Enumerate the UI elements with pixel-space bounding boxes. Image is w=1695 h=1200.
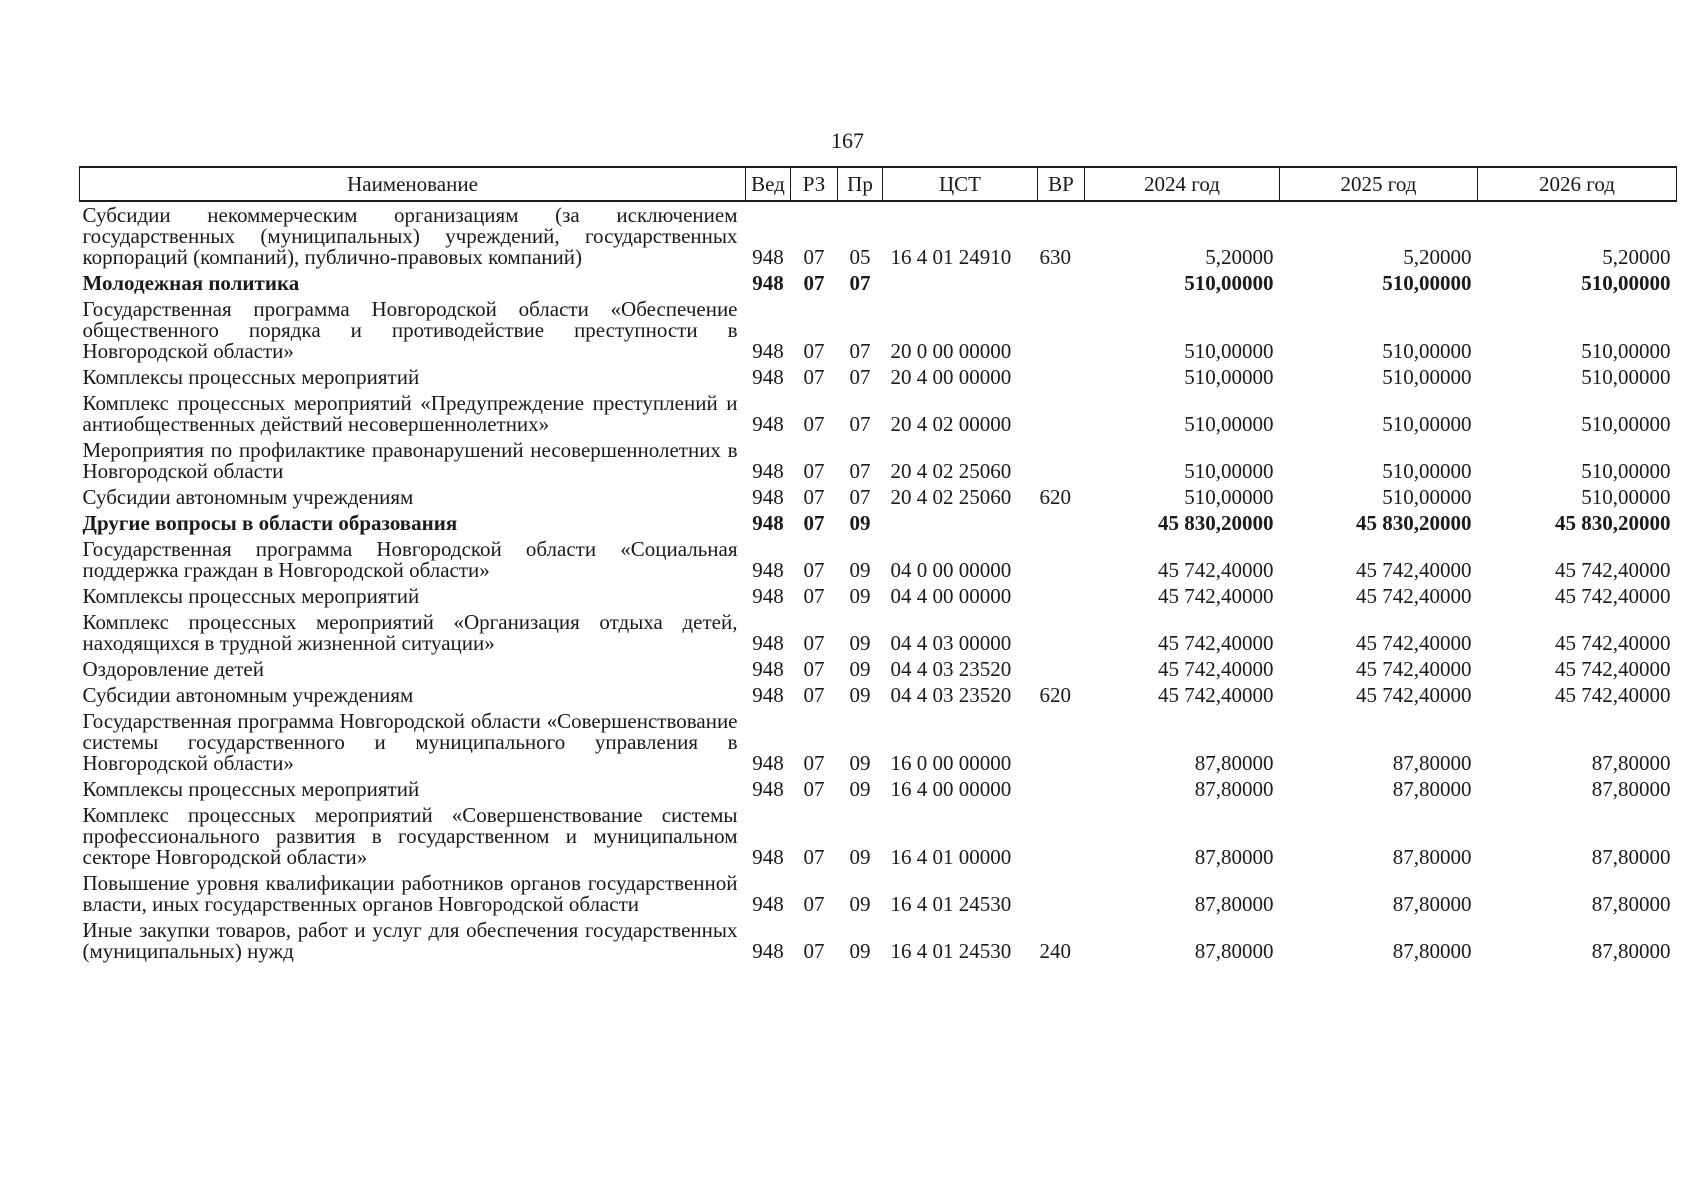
cell-ved: 948 [752, 365, 784, 389]
table-row [80, 682, 1677, 708]
cell-2025: 510,00000 [1382, 412, 1472, 436]
cell-2025: 5,20000 [1403, 245, 1472, 269]
cell-vr [1038, 270, 1085, 296]
cell-rz: 07 [803, 339, 825, 363]
table-row [80, 364, 1677, 390]
cell-vr [1038, 656, 1085, 682]
cell-vr [1038, 536, 1085, 583]
cell-2026: 87,80000 [1591, 892, 1671, 916]
cell-2026: 87,80000 [1591, 845, 1671, 869]
cell-rz: 07 [803, 683, 825, 707]
col-header-name: Наименование [80, 167, 746, 201]
page-number: 167 [831, 128, 864, 153]
cell-pr: 07 [849, 339, 871, 363]
cell-2025: 87,80000 [1392, 777, 1472, 801]
table-header-row [80, 167, 1677, 201]
cell-pr: 09 [849, 584, 871, 608]
cell-2026: 510,00000 [1581, 459, 1671, 483]
cell-2024: 45 742,40000 [1158, 584, 1274, 608]
cell-2024: 87,80000 [1194, 939, 1274, 963]
cell-2025: 45 742,40000 [1356, 558, 1472, 582]
cell-2026: 45 742,40000 [1555, 683, 1671, 707]
cell-rz: 07 [803, 939, 825, 963]
cell-2025: 87,80000 [1392, 939, 1472, 963]
cell-name: Другие вопросы в области образования [82, 511, 458, 535]
cell-2026: 510,00000 [1581, 365, 1671, 389]
cell-vr [1038, 510, 1085, 536]
cell-rz: 07 [803, 271, 825, 295]
cell-cst: 04 4 00 00000 [890, 584, 1012, 608]
cell-ved: 948 [752, 657, 784, 681]
table-row [80, 390, 1677, 437]
cell-pr: 09 [849, 657, 871, 681]
cell-vr [1038, 776, 1085, 802]
cell-2026: 87,80000 [1591, 777, 1671, 801]
cell-2024: 87,80000 [1194, 751, 1274, 775]
cell-cst: 16 0 00 00000 [890, 751, 1012, 775]
cell-2024: 45 830,20000 [1158, 511, 1274, 535]
cell-rz: 07 [803, 845, 825, 869]
cell-2026: 87,80000 [1591, 939, 1671, 963]
cell-pr: 09 [849, 631, 871, 655]
cell-pr: 09 [849, 892, 871, 916]
cell-2026: 510,00000 [1581, 485, 1671, 509]
cell-2025: 510,00000 [1382, 485, 1472, 509]
cell-rz: 07 [803, 631, 825, 655]
cell-rz: 07 [803, 365, 825, 389]
cell-vr: 630 [1039, 245, 1071, 269]
cell-name: Комплексы процессных мероприятий [82, 365, 420, 389]
cell-cst: 20 0 00 00000 [890, 339, 1012, 363]
table-row [80, 802, 1677, 870]
cell-rz: 07 [803, 657, 825, 681]
table-row [80, 296, 1677, 364]
cell-cst: 20 4 02 00000 [890, 412, 1012, 436]
cell-2025: 45 742,40000 [1356, 584, 1472, 608]
cell-name: Субсидии некоммерческим организациям (за исключением государственных (муниципальных) учреждений, государственных корпораций (компаний), публично-правовых компаний) [82, 203, 738, 269]
cell-rz: 07 [803, 584, 825, 608]
cell-2024: 45 742,40000 [1158, 683, 1274, 707]
cell-2025: 45 830,20000 [1356, 511, 1472, 535]
table-row [80, 484, 1677, 510]
cell-rz: 07 [803, 459, 825, 483]
cell-2024: 510,00000 [1184, 365, 1274, 389]
cell-vr [1038, 437, 1085, 484]
cell-2025: 45 742,40000 [1356, 657, 1472, 681]
cell-ved: 948 [752, 777, 784, 801]
table-row [80, 776, 1677, 802]
cell-2024: 45 742,40000 [1158, 558, 1274, 582]
cell-vr [1038, 296, 1085, 364]
cell-vr [1038, 583, 1085, 609]
cell-cst: 16 4 01 00000 [890, 845, 1012, 869]
budget-table [79, 166, 1677, 964]
cell-name: Государственная программа Новгородской области «Обеспечение общественного порядка и противодействие преступности в Новгородской области» [82, 297, 738, 363]
table-row [80, 270, 1677, 296]
table-row [80, 510, 1677, 536]
cell-2026: 45 742,40000 [1555, 657, 1671, 681]
cell-cst: 04 0 00 00000 [890, 558, 1012, 582]
col-header-2025: 2025 год [1280, 167, 1478, 201]
cell-cst: 20 4 02 25060 [890, 485, 1012, 509]
cell-rz: 07 [803, 777, 825, 801]
col-header-pr: Пр [838, 167, 883, 201]
table-row [80, 583, 1677, 609]
cell-name: Комплексы процессных мероприятий [82, 777, 420, 801]
cell-cst: 16 4 01 24530 [890, 939, 1012, 963]
cell-rz: 07 [803, 558, 825, 582]
cell-name: Мероприятия по профилактике правонарушений несовершеннолетних в Новгородской области [82, 438, 738, 483]
cell-rz: 07 [803, 412, 825, 436]
cell-pr: 09 [849, 683, 871, 707]
cell-2025: 510,00000 [1382, 459, 1472, 483]
cell-name: Государственная программа Новгородской области «Социальная поддержка граждан в Новгородской области» [82, 537, 738, 582]
cell-pr: 07 [849, 365, 871, 389]
cell-name: Комплекс процессных мероприятий «Совершенствование системы профессионального развития в государственном и муниципальном секторе Новгородской области» [82, 803, 738, 869]
cell-name: Молодежная политика [82, 271, 300, 295]
cell-vr [1038, 390, 1085, 437]
cell-rz: 07 [803, 245, 825, 269]
cell-name: Повышение уровня квалификации работников органов государственной власти, иных государственных органов Новгородской области [82, 871, 738, 916]
cell-rz: 07 [803, 511, 825, 535]
col-header-ved: Вед [746, 167, 791, 201]
cell-2024: 87,80000 [1194, 892, 1274, 916]
cell-ved: 948 [752, 892, 784, 916]
cell-pr: 09 [849, 845, 871, 869]
table-row [80, 708, 1677, 776]
cell-vr: 240 [1039, 939, 1071, 963]
cell-pr: 07 [849, 485, 871, 509]
cell-cst: 16 4 00 00000 [890, 777, 1012, 801]
cell-pr: 05 [849, 245, 871, 269]
cell-ved: 948 [752, 412, 784, 436]
cell-cst [883, 270, 1038, 296]
cell-pr: 09 [849, 939, 871, 963]
cell-2025: 87,80000 [1392, 845, 1472, 869]
cell-cst: 04 4 03 00000 [890, 631, 1012, 655]
cell-2026: 510,00000 [1581, 271, 1671, 295]
cell-ved: 948 [752, 339, 784, 363]
cell-name: Субсидии автономным учреждениям [82, 683, 414, 707]
cell-2025: 510,00000 [1382, 271, 1472, 295]
col-header-vr: ВР [1038, 167, 1085, 201]
col-header-rz: РЗ [791, 167, 838, 201]
cell-2024: 510,00000 [1184, 339, 1274, 363]
cell-ved: 948 [752, 485, 784, 509]
cell-vr [1038, 364, 1085, 390]
cell-cst: 20 4 00 00000 [890, 365, 1012, 389]
cell-name: Комплекс процессных мероприятий «Предупреждение преступлений и антиобщественных действий несовершеннолетних» [82, 391, 738, 436]
cell-2025: 510,00000 [1382, 365, 1472, 389]
cell-2025: 510,00000 [1382, 339, 1472, 363]
cell-2024: 87,80000 [1194, 777, 1274, 801]
cell-ved: 948 [752, 558, 784, 582]
cell-name: Комплексы процессных мероприятий [82, 584, 420, 608]
col-header-cst: ЦСТ [883, 167, 1038, 201]
cell-vr: 620 [1039, 683, 1071, 707]
cell-2026: 45 830,20000 [1555, 511, 1671, 535]
table-row [80, 870, 1677, 917]
cell-name: Оздоровление детей [82, 657, 264, 681]
table-row [80, 917, 1677, 964]
cell-2025: 87,80000 [1392, 751, 1472, 775]
cell-2024: 510,00000 [1184, 485, 1274, 509]
cell-2024: 510,00000 [1184, 412, 1274, 436]
col-header-2026: 2026 год [1478, 167, 1677, 201]
cell-2025: 45 742,40000 [1356, 631, 1472, 655]
cell-2026: 5,20000 [1602, 245, 1671, 269]
cell-ved: 948 [752, 845, 784, 869]
cell-2026: 45 742,40000 [1555, 631, 1671, 655]
cell-vr [1038, 609, 1085, 656]
cell-cst: 16 4 01 24530 [890, 892, 1012, 916]
cell-vr [1038, 708, 1085, 776]
cell-2026: 510,00000 [1581, 339, 1671, 363]
cell-pr: 09 [849, 777, 871, 801]
cell-cst [883, 510, 1038, 536]
cell-pr: 07 [849, 459, 871, 483]
table-body [80, 201, 1677, 964]
cell-vr [1038, 802, 1085, 870]
cell-cst: 16 4 01 24910 [890, 245, 1012, 269]
cell-rz: 07 [803, 751, 825, 775]
cell-2024: 510,00000 [1184, 271, 1274, 295]
cell-2024: 45 742,40000 [1158, 657, 1274, 681]
cell-ved: 948 [752, 584, 784, 608]
table-row [80, 201, 1677, 270]
cell-cst: 20 4 02 25060 [890, 459, 1012, 483]
cell-pr: 09 [849, 558, 871, 582]
cell-name: Иные закупки товаров, работ и услуг для обеспечения государственных (муниципальных) нужд [82, 918, 738, 963]
col-header-2024: 2024 год [1085, 167, 1280, 201]
cell-2025: 87,80000 [1392, 892, 1472, 916]
cell-cst: 04 4 03 23520 [890, 657, 1012, 681]
cell-2026: 45 742,40000 [1555, 558, 1671, 582]
cell-name: Комплекс процессных мероприятий «Организация отдыха детей, находящихся в трудной жизненной ситуации» [82, 610, 738, 655]
cell-pr: 07 [849, 412, 871, 436]
cell-2026: 510,00000 [1581, 412, 1671, 436]
cell-ved: 948 [752, 245, 784, 269]
cell-2025: 45 742,40000 [1356, 683, 1472, 707]
cell-2024: 87,80000 [1194, 845, 1274, 869]
table-row [80, 656, 1677, 682]
cell-cst: 04 4 03 23520 [890, 683, 1012, 707]
cell-ved: 948 [752, 271, 784, 295]
cell-vr [1038, 870, 1085, 917]
cell-2026: 87,80000 [1591, 751, 1671, 775]
table-row [80, 437, 1677, 484]
cell-2024: 5,20000 [1205, 245, 1274, 269]
cell-ved: 948 [752, 683, 784, 707]
cell-ved: 948 [752, 459, 784, 483]
cell-2024: 45 742,40000 [1158, 631, 1274, 655]
cell-name: Государственная программа Новгородской области «Совершенствование системы государственного и муниципального управления в Новгородской области» [82, 709, 738, 775]
cell-ved: 948 [752, 631, 784, 655]
cell-2026: 45 742,40000 [1555, 584, 1671, 608]
cell-ved: 948 [752, 751, 784, 775]
cell-pr: 09 [849, 751, 871, 775]
cell-rz: 07 [803, 892, 825, 916]
cell-vr: 620 [1039, 485, 1071, 509]
cell-2024: 510,00000 [1184, 459, 1274, 483]
cell-ved: 948 [752, 511, 784, 535]
cell-rz: 07 [803, 485, 825, 509]
cell-name: Субсидии автономным учреждениям [82, 485, 414, 509]
cell-pr: 07 [849, 271, 871, 295]
table-row [80, 609, 1677, 656]
cell-ved: 948 [752, 939, 784, 963]
cell-pr: 09 [849, 511, 871, 535]
table-row [80, 536, 1677, 583]
